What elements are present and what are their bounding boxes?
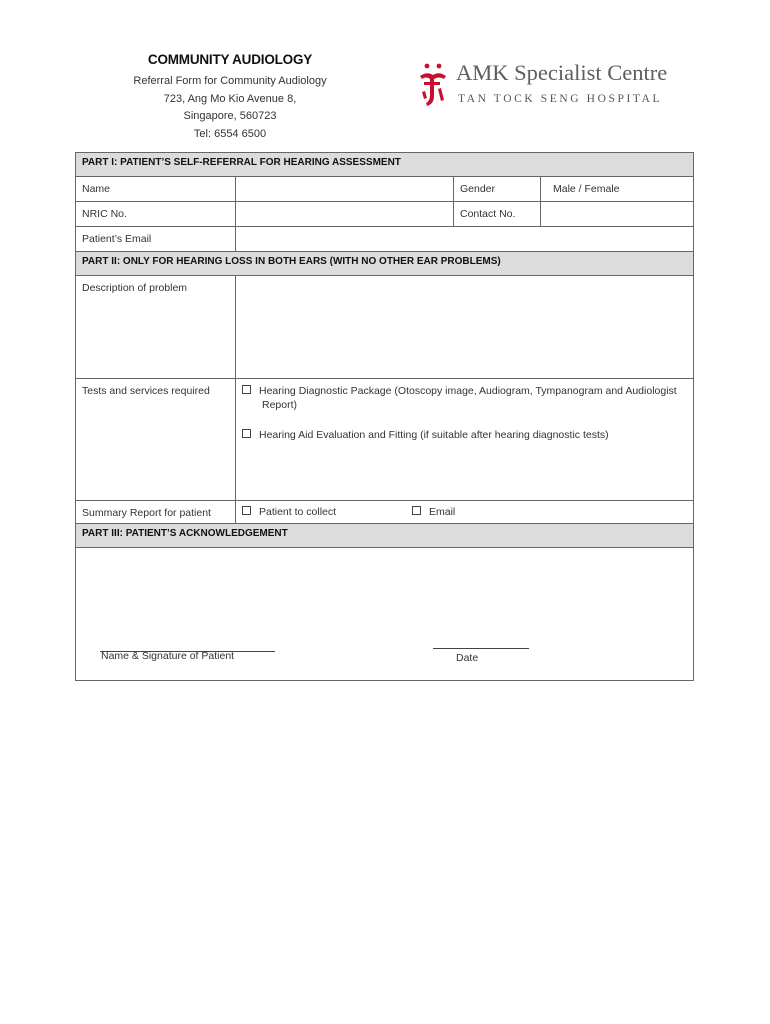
contact-label: Contact No. [454,202,541,226]
nric-input[interactable] [236,202,454,226]
name-input[interactable] [236,177,454,201]
hearing-aid-option[interactable] [242,429,609,441]
acknowledgement-area [76,548,693,680]
hearing-aid-label: Hearing Aid Evaluation and Fitting (if suitable after hearing diagnostic tests) [259,429,609,441]
checkbox-icon[interactable] [242,429,251,438]
part3-header [76,524,693,548]
description-label: Description of problem [76,276,236,378]
diagnostic-package-label-cont: Report) [262,399,298,411]
telephone: Tel: 6554 6500 [193,127,267,140]
email-row [76,227,693,252]
tests-options [236,379,693,500]
amk-logo [418,62,678,112]
date-label: Date [456,652,479,664]
form-header [100,52,360,143]
nric-row [76,202,693,227]
document-title: COMMUNITY AUDIOLOGY [147,52,313,67]
email-report-option[interactable] [412,506,455,518]
date-line[interactable] [433,648,529,649]
description-input[interactable] [236,276,693,378]
email-label: Patient’s Email [76,227,236,251]
summary-label: Summary Report for patient [76,501,236,523]
checkbox-icon[interactable] [242,385,251,394]
form-subtitle: Referral Form for Community Audiology [133,75,327,87]
gender-label: Gender [454,177,541,201]
part1-title: PART I: PATIENT’S SELF-REFERRAL FOR HEARING ASSESSMENT [82,157,401,168]
part1-header [76,153,693,177]
signature-label: Name & Signature of Patient [101,650,235,662]
tests-label: Tests and services required [76,379,236,500]
address-line-2: Singapore, 560723 [183,110,277,122]
patient-collect-label: Patient to collect [259,506,337,518]
summary-row [76,501,693,524]
part2-header [76,252,693,276]
part3-title: PART III: PATIENT’S ACKNOWLEDGEMENT [82,528,288,539]
referral-form [75,152,694,681]
part2-title: PART II: ONLY FOR HEARING LOSS IN BOTH EARS (WITH NO OTHER EAR PROBLEMS) [82,256,501,267]
email-report-label: Email [429,506,456,518]
description-row [76,276,693,379]
diagnostic-package-option[interactable] [242,385,677,397]
diagnostic-package-label: Hearing Diagnostic Package (Otoscopy image, Audiogram, Tympanogram and Audiologist [259,385,677,397]
checkbox-icon[interactable] [412,506,421,515]
summary-options [236,501,693,523]
contact-input[interactable] [541,202,693,226]
checkbox-icon[interactable] [242,506,251,515]
gender-field[interactable]: Male / Female [553,183,620,195]
nric-label: NRIC No. [76,202,236,226]
logo-subtitle: TAN TOCK SENG HOSPITAL [458,93,663,105]
name-row [76,177,693,202]
tests-row [76,379,693,501]
email-input[interactable] [236,227,693,251]
address-line-1: 723, Ang Mo Kio Avenue 8, [163,92,297,105]
patient-collect-option[interactable] [242,506,336,518]
ttsh-logo-mark-icon [418,62,448,108]
logo-name: AMK Specialist Centre [456,60,668,85]
name-label: Name [76,177,236,201]
